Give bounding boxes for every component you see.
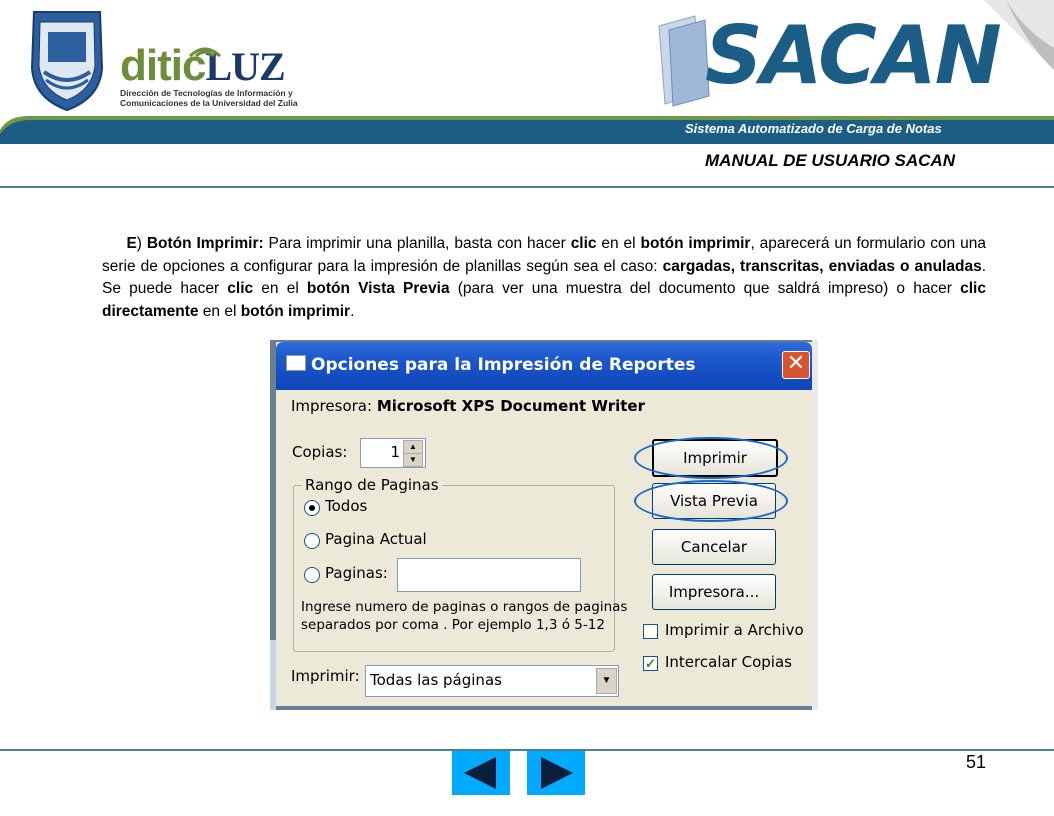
manual-title: MANUAL DE USUARIO SACAN bbox=[705, 151, 955, 170]
radio-selected-dot bbox=[309, 505, 315, 511]
instruction-paragraph: E) Botón Imprimir: Para imprimir una planilla, basta con hacer clic en el botón imprimir, aparecerá un formulario con una serie de opciones a configurar para la impresión de planillas según sea el caso: cargadas, transcritas, enviadas o anuladas. Se puede hacer clic en el botón Vista Previa (para ver una muestra del documento que saldrá impreso) o hacer clic directamente en el botón imprimir. bbox=[102, 235, 987, 320]
ditic-logo: diticLUZ bbox=[120, 41, 285, 90]
radio-all[interactable] bbox=[304, 500, 320, 516]
ditic-subtitle: Dirección de Tecnologías de Información y Comunicaciones de la Universidad del Zulia bbox=[120, 88, 298, 108]
cancel-button[interactable]: Cancelar bbox=[652, 529, 776, 565]
decrement-button[interactable]: ▼ bbox=[403, 453, 423, 467]
close-button[interactable]: ✕ bbox=[782, 351, 810, 379]
page-curl-decoration bbox=[984, 0, 1054, 70]
collate-label[interactable]: Intercalar Copias bbox=[665, 653, 792, 671]
print-scope-label: Imprimir: bbox=[291, 667, 360, 685]
page-range-legend: Rango de Paginas bbox=[302, 476, 442, 494]
copies-label: Copias: bbox=[292, 443, 348, 461]
header-divider bbox=[0, 186, 1054, 188]
pages-input[interactable] bbox=[397, 558, 581, 592]
right-arrow-icon bbox=[527, 751, 585, 795]
highlight-oval bbox=[634, 480, 788, 522]
printer-label: Impresora: bbox=[291, 397, 373, 415]
collate-checkbox[interactable]: ✓ bbox=[643, 656, 658, 671]
page-number: 51 bbox=[966, 752, 987, 772]
print-to-file-label[interactable]: Imprimir a Archivo bbox=[665, 621, 804, 639]
printer-label-row bbox=[291, 397, 645, 415]
print-scope-value[interactable]: Todas las páginas bbox=[370, 671, 502, 689]
wifi-signal-icon bbox=[180, 38, 230, 58]
page-range-hint: Ingrese numero de paginas o rangos de paginas separados por coma . Por ejemplo 1,3 ó 5-12 bbox=[301, 599, 628, 633]
printer-name: Microsoft XPS Document Writer bbox=[376, 397, 645, 415]
highlight-oval bbox=[634, 437, 788, 479]
radio-pages-label[interactable]: Paginas: bbox=[325, 564, 388, 582]
radio-current-page[interactable] bbox=[304, 533, 320, 549]
radio-all-label[interactable]: Todos bbox=[325, 497, 368, 515]
left-arrow-icon bbox=[452, 751, 510, 795]
window-icon bbox=[286, 355, 306, 371]
printer-setup-button[interactable]: Impresora... bbox=[652, 574, 776, 610]
radio-current-page-label[interactable]: Pagina Actual bbox=[325, 530, 427, 548]
radio-pages[interactable] bbox=[304, 567, 320, 583]
dialog-title: Opciones para la Impresión de Reportes bbox=[311, 355, 696, 375]
next-page-button[interactable] bbox=[527, 751, 585, 795]
previous-page-button[interactable] bbox=[452, 751, 510, 795]
print-to-file-checkbox[interactable] bbox=[643, 624, 658, 639]
increment-button[interactable]: ▲ bbox=[403, 440, 423, 454]
sacan-logo: SACAN bbox=[705, 9, 1000, 102]
app-tagline: Sistema Automatizado de Carga de Notas bbox=[685, 121, 942, 136]
dropdown-arrow-icon[interactable]: ▼ bbox=[596, 668, 617, 694]
university-seal-logo bbox=[28, 8, 106, 112]
preview-button[interactable]: Vista Previa bbox=[652, 483, 776, 519]
print-button[interactable]: Imprimir bbox=[652, 439, 778, 477]
copies-value[interactable]: 1 bbox=[390, 443, 400, 461]
